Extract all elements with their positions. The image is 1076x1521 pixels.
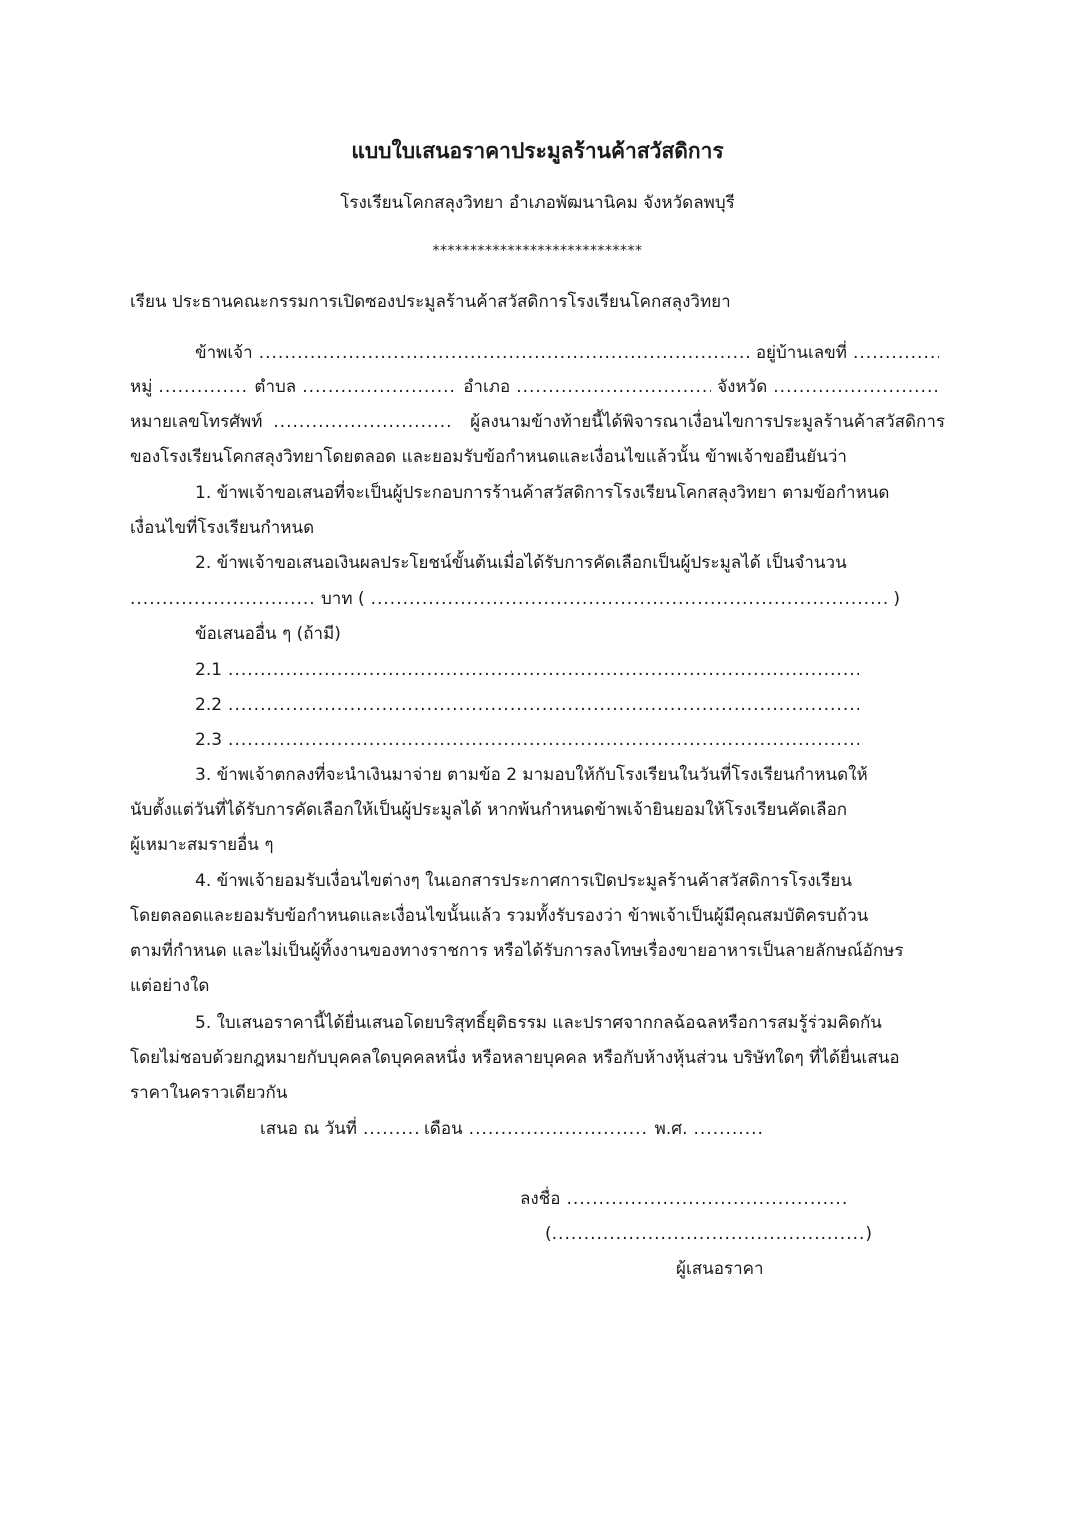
item4-line-3: ตามที่กำหนด และไม่เป็นผู้ทิ้งงานของทางราชการ หรือได้รับการลงโทษเรื่องขายอาหารเป็นลายลักษณ์อักษร [130, 941, 904, 961]
year-label: พ.ศ. [654, 1119, 688, 1139]
sub-item-number: 2.2 [195, 695, 223, 715]
date-row [260, 1112, 770, 1147]
moo-label: หมู่ [130, 377, 153, 397]
document-subtitle: โรงเรียนโคกสลุงวิทยา อำเภอพัฒนานิคม จังหวัดลพบุรี [340, 193, 735, 213]
tambon-blank[interactable] [302, 370, 457, 405]
sub-item-2-1 [195, 653, 865, 688]
house-no-blank[interactable] [853, 336, 939, 371]
document-title: แบบใบเสนอราคาประมูลร้านค้าสวัสดิการ [351, 139, 724, 163]
tambon-label: ตำบล [254, 377, 297, 397]
item2-line: 2. ข้าพเจ้าขอเสนอเงินผลประโยชน์ขั้นต้นเมื่อได้รับการคัดเลือกเป็นผู้ประมูลได้ เป็นจำนวน [195, 553, 847, 573]
amount-close-paren: ) [893, 589, 900, 609]
salutation: เรียน ประธานคณะกรรมการเปิดซองประมูลร้านค้าสวัสดิการโรงเรียนโคกสลุงวิทยา [130, 292, 731, 312]
sub-item-blank[interactable] [228, 723, 859, 758]
province-blank[interactable] [773, 370, 939, 405]
item4-line-1: 4. ข้าพเจ้ายอมรับเงื่อนไขต่างๆ ในเอกสารประกาศการเปิดประมูลร้านค้าสวัสดิการโรงเรียน [195, 871, 853, 891]
amount-words-blank[interactable] [371, 582, 888, 617]
sub-item-blank[interactable] [228, 688, 859, 723]
open-paren: ( [545, 1224, 552, 1244]
applicant-label: ข้าพเจ้า [195, 343, 253, 363]
phone-row [130, 405, 945, 440]
signer-role: ผู้เสนอราคา [676, 1259, 764, 1279]
item3-line-2: นับตั้งแต่วันที่ได้รับการคัดเลือกให้เป็นผู้ประมูลได้ หากพ้นกำหนดข้าพเจ้ายินยอมให้โรงเรียนคัดเลือก [130, 800, 848, 820]
intro-line-2: ของโรงเรียนโคกสลุงวิทยาโดยตลอด และยอมรับข้อกำหนดและเงื่อนไขแล้วนั้น ข้าพเจ้าขอยืนยันว่า [130, 447, 847, 467]
item1-line-1: 1. ข้าพเจ้าขอเสนอที่จะเป็นผู้ประกอบการร้านค้าสวัสดิการโรงเรียนโคกสลุงวิทยา ตามข้อกำหนด [195, 483, 890, 503]
year-blank[interactable] [693, 1112, 764, 1147]
item4-line-2: โดยตลอดและยอมรับข้อกำหนดและเงื่อนไขนั้นแล้ว รวมทั้งรับรองว่า ข้าพเจ้าเป็นผู้มีคุณสมบัติครบถ้วน [130, 906, 869, 926]
month-blank[interactable] [469, 1112, 649, 1147]
printed-name-blank[interactable] [552, 1217, 866, 1252]
applicant-name-blank[interactable] [259, 336, 750, 371]
intro-line-1: ผู้ลงนามข้างท้ายนี้ได้พิจารณาเงื่อนไขการประมูลร้านค้าสวัสดิการ [470, 412, 945, 432]
applicant-row [195, 336, 945, 371]
baht-label: บาท ( [321, 589, 365, 609]
signature-blank[interactable] [566, 1182, 850, 1217]
sub-item-2-3 [195, 723, 865, 758]
phone-blank[interactable] [273, 405, 453, 440]
amount-row [130, 582, 900, 617]
item5-line-3: ราคาในคราวเดียวกัน [130, 1083, 288, 1103]
printed-name-row [545, 1217, 872, 1252]
province-label: จังหวัด [717, 377, 768, 397]
amount-blank[interactable] [130, 582, 315, 617]
amphoe-blank[interactable] [516, 370, 711, 405]
address-row [130, 370, 945, 405]
signature-row [520, 1182, 850, 1217]
other-offers-label: ข้อเสนออื่น ๆ (ถ้ามี) [195, 624, 341, 644]
sub-item-2-2 [195, 688, 865, 723]
sub-item-number: 2.3 [195, 730, 223, 750]
sub-item-number: 2.1 [195, 660, 223, 680]
house-no-label: อยู่บ้านเลขที่ [755, 343, 847, 363]
phone-label: หมายเลขโทรศัพท์ [130, 412, 263, 432]
item3-line-1: 3. ข้าพเจ้าตกลงที่จะนำเงินมาจ่าย ตามข้อ 2 มามอบให้กับโรงเรียนในวันที่โรงเรียนกำหนดให้ [195, 765, 868, 785]
day-blank[interactable] [363, 1112, 418, 1147]
sign-label: ลงชื่อ [520, 1189, 561, 1209]
sub-item-blank[interactable] [228, 653, 859, 688]
item5-line-2: โดยไม่ชอบด้วยกฎหมายกับบุคคลใดบุคคลหนึ่ง หรือหลายบุคคล หรือกับห้างหุ้นส่วน บริษัทใดๆ ที่ได้ยื่นเสนอ [130, 1048, 900, 1068]
item1-line-2: เงื่อนไขที่โรงเรียนกำหนด [130, 518, 315, 538]
month-label: เดือน [423, 1119, 463, 1139]
moo-blank[interactable] [158, 370, 248, 405]
close-paren: ) [865, 1224, 872, 1244]
item4-line-4: แต่อย่างใด [130, 976, 210, 996]
item3-line-3: ผู้เหมาะสมรายอื่น ๆ [130, 835, 274, 855]
item5-line-1: 5. ใบเสนอราคานี้ได้ยื่นเสนอโดยบริสุทธิ์ยุติธรรม และปราศจากกลฉ้อฉลหรือการสมรู้ร่วมคิดกัน [195, 1013, 882, 1033]
amphoe-label: อำเภอ [463, 377, 511, 397]
separator: **************************** [432, 243, 643, 259]
offer-date-label: เสนอ ณ วันที่ [260, 1119, 357, 1139]
